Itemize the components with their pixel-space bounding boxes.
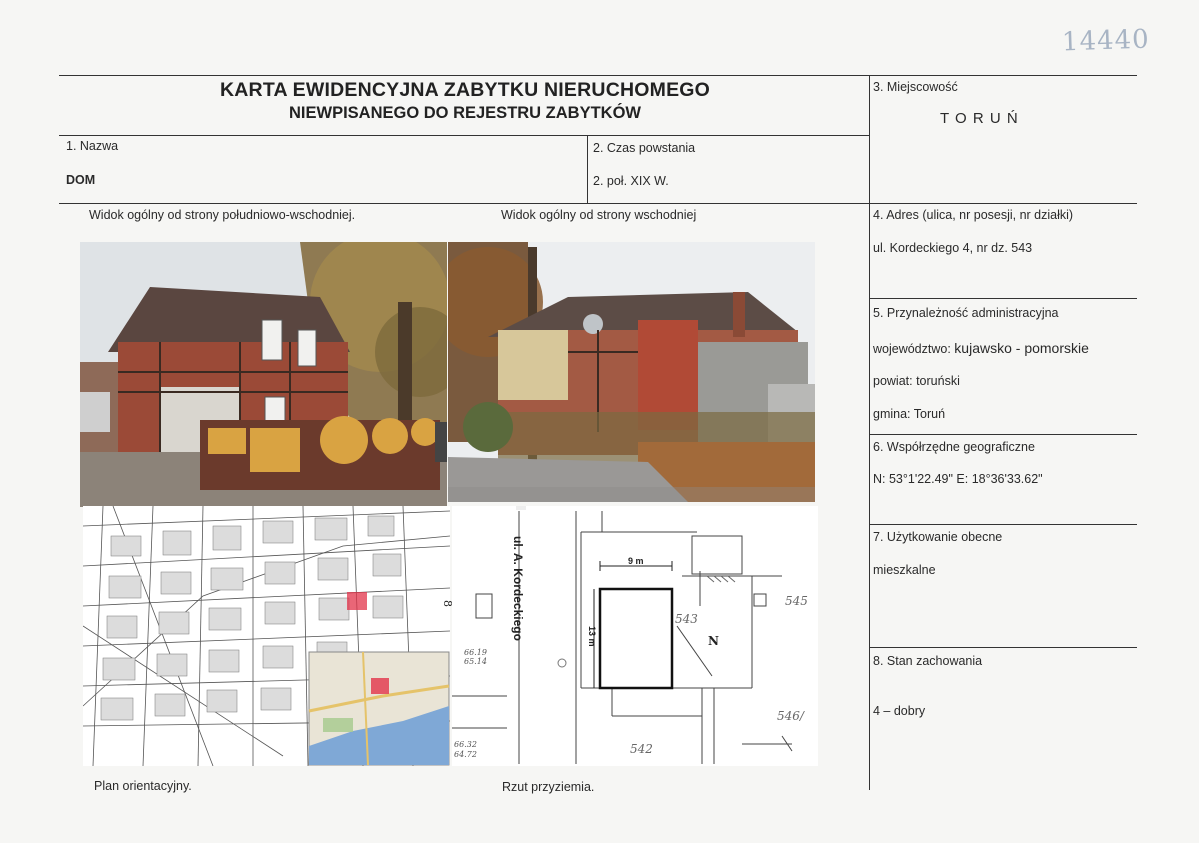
photo-left-caption: Widok ogólny od strony południowo-wschodniej. — [89, 208, 356, 222]
title-bottom-border — [59, 135, 870, 136]
condition-label: 8. Stan zachowania — [873, 654, 983, 668]
voivodeship-value: kujawsko - pomorskie — [954, 340, 1089, 356]
right-column-border — [869, 75, 870, 790]
floor-caption: Rzut przyziemia. — [502, 780, 595, 794]
width-dimension: 9 m — [628, 556, 644, 566]
place-label: 3. Miejscowość — [873, 80, 958, 94]
card-subtitle: NIEWPISANEGO DO REJESTRU ZABYTKÓW — [288, 104, 642, 122]
photo-right-caption: Widok ogólny od strony wschodniej — [501, 208, 697, 222]
voivodeship-row — [873, 340, 1089, 356]
voivodeship-label: województwo: — [873, 342, 955, 356]
top-border — [59, 75, 1137, 76]
date-value: 2. poł. XIX W. — [593, 174, 669, 188]
admin-label: 5. Przynależność administracyjna — [873, 306, 1059, 320]
parcel-542: 542 — [630, 742, 653, 756]
photo-east-view — [448, 242, 815, 502]
parcel-545: 545 — [785, 594, 808, 608]
admin-bottom-border — [870, 434, 1137, 435]
use-label: 7. Użytkowanie obecne — [873, 530, 1003, 544]
address-value: ul. Kordeckiego 4, nr dz. 543 — [873, 241, 1033, 255]
use-bottom-border — [870, 647, 1137, 648]
coords-bottom-border — [870, 524, 1137, 525]
use-value: mieszkalne — [873, 563, 936, 577]
place-value: T O R U Ń — [940, 110, 1019, 127]
name-label: 1. Nazwa — [66, 139, 119, 153]
location-marker — [347, 592, 367, 610]
elevation-2b: 64.72 — [454, 750, 477, 759]
north-arrow: N — [708, 634, 719, 648]
street-label: ul. A. Kordeckiego — [511, 536, 525, 641]
name-date-divider — [587, 136, 588, 204]
orientation-map — [83, 506, 450, 766]
card-title: KARTA EWIDENCYJNA ZABYTKU NIERUCHOMEGO — [219, 79, 711, 101]
date-label: 2. Czas powstania — [593, 141, 696, 155]
house-number: 8 — [441, 600, 454, 607]
coords-label: 6. Współrzędne geograficzne — [873, 440, 1035, 454]
powiat-value: powiat: toruński — [873, 374, 960, 388]
handwritten-inventory-number: 14440 — [1061, 24, 1151, 58]
gmina-value: gmina: Toruń — [873, 407, 946, 421]
coords-value: N: 53°1'22.49" E: 18°36'33.62" — [873, 472, 1043, 486]
condition-value: 4 – dobry — [873, 704, 926, 718]
row1-bottom-border — [59, 203, 1137, 204]
address-bottom-border — [870, 298, 1137, 299]
elevation-2a: 66.32 — [454, 740, 477, 749]
plan-caption: Plan orientacyjny. — [94, 779, 192, 793]
elevation-1b: 65.14 — [464, 657, 487, 666]
depth-dimension: 13 m — [587, 626, 597, 647]
elevation-1a: 66.19 — [464, 648, 487, 657]
parcel-546: 546/ — [777, 709, 804, 723]
photo-south-east-view — [80, 242, 447, 507]
floor-plan — [441, 506, 818, 766]
address-label: 4. Adres (ulica, nr posesji, nr działki) — [873, 208, 1074, 222]
name-value: DOM — [66, 173, 96, 187]
parcel-543: 543 — [675, 612, 698, 626]
